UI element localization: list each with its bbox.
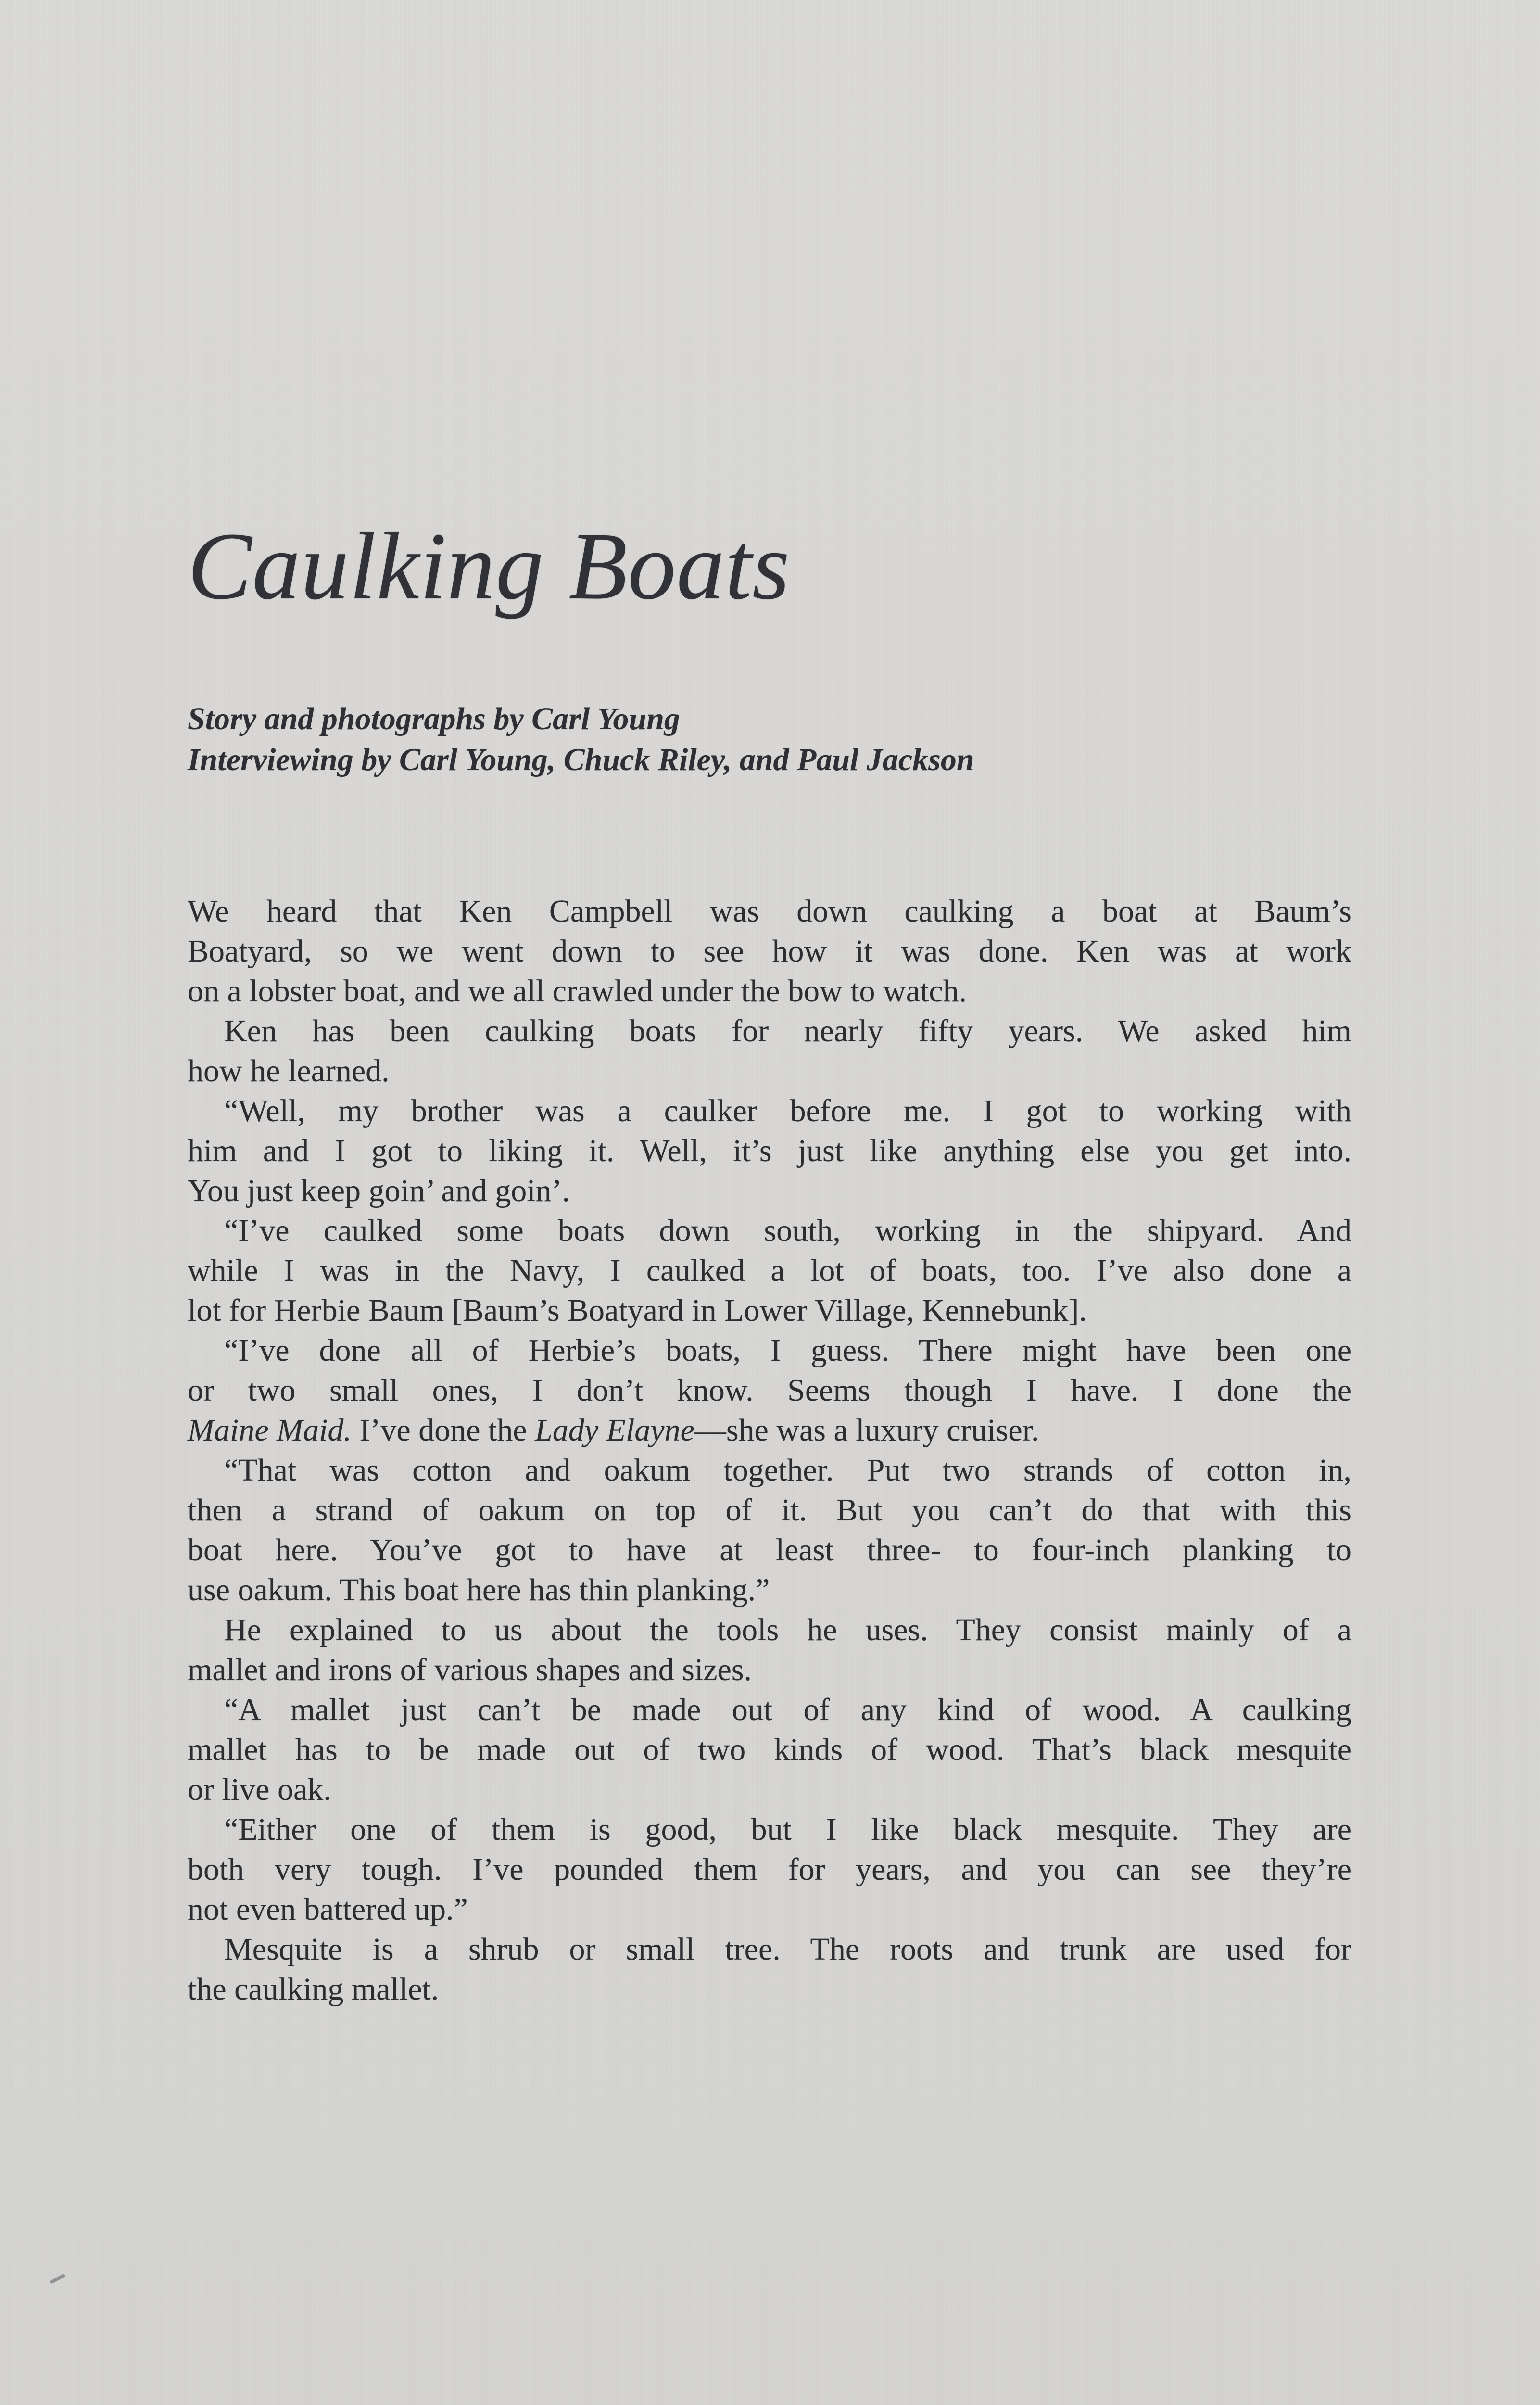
text-line: boat here. You’ve got to have at least three- to four-inch planking to [188, 1532, 1351, 1568]
text-line: mallet has to be made out of two kinds of wood. That’s black mesquite [188, 1732, 1351, 1767]
text-line: We heard that Ken Campbell was down caulking a boat at Baum’s [188, 894, 1351, 929]
text-line: on a lobster boat, and we all crawled under the bow to watch. [188, 974, 967, 1009]
text-line: He explained to us about the tools he uses. They consist mainly of a [224, 1612, 1351, 1647]
text-line: not even battered up.” [188, 1892, 468, 1927]
article-body [188, 891, 1351, 2009]
text-line: Boatyard, so we went down to see how it was done. Ken was at work [188, 934, 1351, 969]
text-line: lot for Herbie Baum [Baum’s Boatyard in Lower Village, Kennebunk]. [188, 1293, 1087, 1328]
byline [188, 698, 1351, 780]
text-line: Ken has been caulking boats for nearly fifty years. We asked him [224, 1013, 1351, 1049]
text-line: while I was in the Navy, I caulked a lot of boats, too. I’ve also done a [188, 1253, 1351, 1288]
text-line: mallet and irons of various shapes and sizes. [188, 1652, 752, 1687]
text-line: “Well, my brother was a caulker before me. I got to working with [224, 1093, 1351, 1128]
text-line: him and I got to liking it. Well, it’s just like anything else you get into. [188, 1133, 1351, 1168]
text-line: or live oak. [188, 1772, 331, 1807]
text-line: Maine Maid. I’ve done the Lady Elayne—she was a luxury cruiser. [188, 1413, 1039, 1448]
text-line: then a strand of oakum on top of it. But you can’t do that with this [188, 1493, 1351, 1528]
byline-line-1: Story and photographs by Carl Young [188, 701, 680, 736]
page-title: Caulking Boats [188, 513, 790, 620]
text-line: the caulking mallet. [188, 1972, 439, 2007]
pencil-mark-artifact [50, 2273, 65, 2284]
text-line: Mesquite is a shrub or small tree. The roots and trunk are used for [224, 1932, 1351, 1967]
text-line: “That was cotton and oakum together. Put two strands of cotton in, [224, 1453, 1351, 1488]
text-line: or two small ones, I don’t know. Seems though I have. I done the [188, 1373, 1351, 1408]
text-line: “I’ve done all of Herbie’s boats, I guess. There might have been one [224, 1333, 1351, 1368]
text-line: “Either one of them is good, but I like black mesquite. They are [224, 1812, 1351, 1847]
text-line: use oakum. This boat here has thin planking.” [188, 1572, 770, 1608]
byline-line-2: Interviewing by Carl Young, Chuck Riley, and Paul Jackson [188, 742, 974, 777]
text-line: “A mallet just can’t be made out of any kind of wood. A caulking [224, 1692, 1351, 1727]
text-line: how he learned. [188, 1053, 390, 1089]
text-line: You just keep goin’ and goin’. [188, 1173, 570, 1208]
text-line: “I’ve caulked some boats down south, working in the shipyard. And [224, 1213, 1351, 1248]
text-line: both very tough. I’ve pounded them for years, and you can see they’re [188, 1852, 1351, 1887]
